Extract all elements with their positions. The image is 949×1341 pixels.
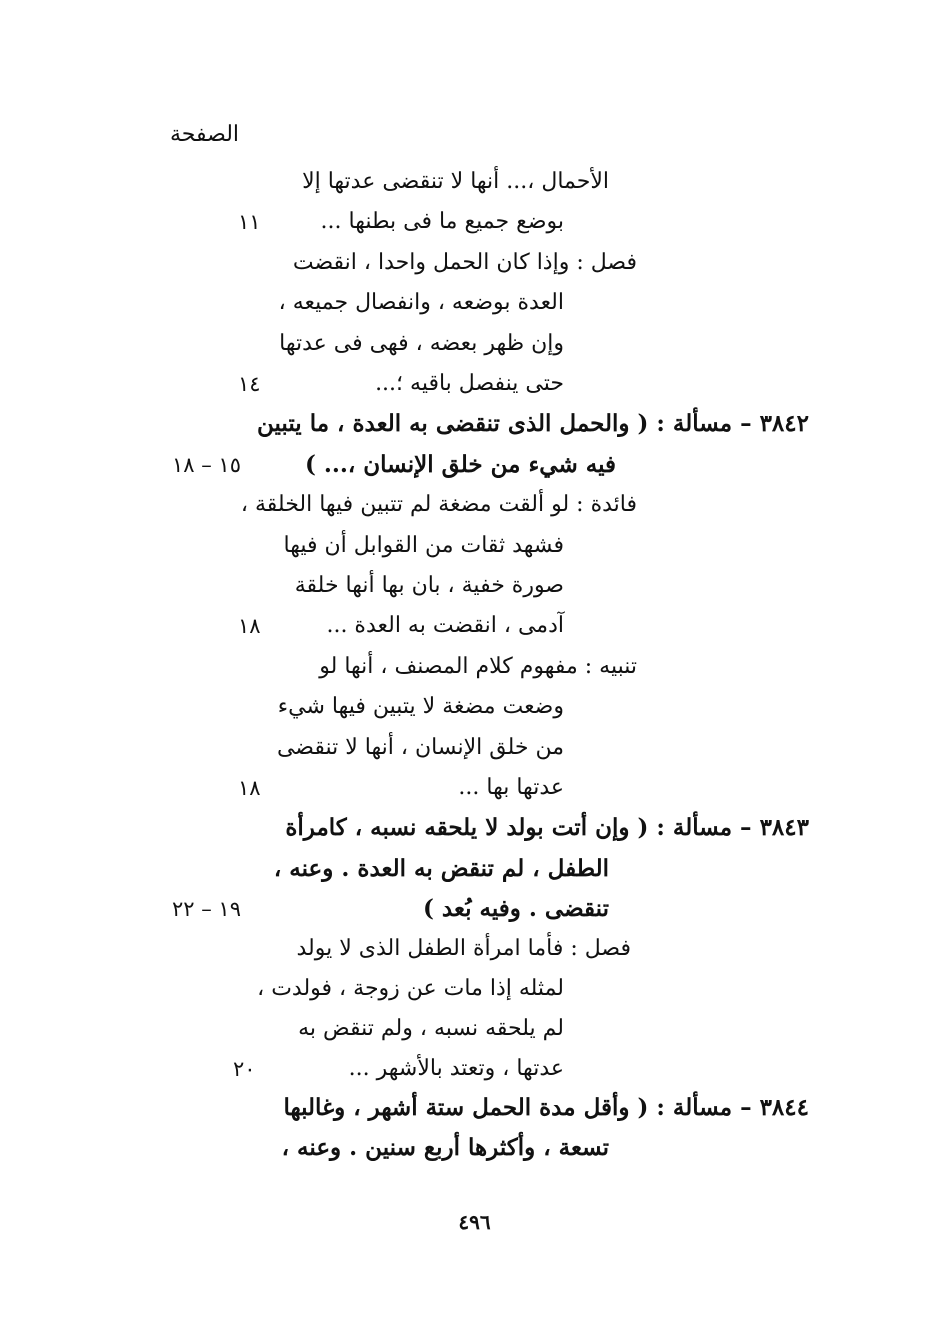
index-row (0, 162, 949, 202)
index-row (0, 283, 949, 323)
page-reference: ١٩ – ٢٢ (172, 897, 241, 921)
entry-text: فصل : وإذا كان الحمل واحدا ، انقضت (292, 250, 637, 275)
index-row (0, 1049, 949, 1089)
index-row (0, 969, 949, 1009)
index-row (0, 202, 949, 242)
page-column-header: الصفحة (170, 122, 240, 147)
entry-text: فصل : فأما امرأة الطفل الذى لا يولد (296, 936, 631, 961)
entry-text: الأحمال ،... أنها لا تنقضى عدتها إلا (302, 169, 609, 194)
entry-text: وإن ظهر بعضه ، فهى فى عدتها (279, 331, 564, 356)
entry-text: آدمى ، انقضت به العدة ... (326, 613, 564, 638)
index-row (0, 1128, 949, 1168)
index-row (0, 728, 949, 768)
index-row (0, 768, 949, 808)
entry-text: من خلق الإنسان ، أنها لا تنقضى (276, 735, 564, 760)
index-row (0, 606, 949, 646)
page-number: ٤٩٦ (458, 1210, 491, 1234)
index-row (0, 364, 949, 404)
entry-text: عدتها بها ... (458, 775, 564, 800)
entry-text: لمثله إذا مات عن زوجة ، فولدت ، (257, 976, 564, 1001)
entry-text: صورة خفية ، بان بها أنها خلقة (294, 573, 564, 598)
index-row (0, 849, 949, 889)
page-reference: ١١ (238, 210, 261, 234)
index-row (0, 445, 949, 485)
index-row (0, 1088, 949, 1128)
index-row (0, 526, 949, 566)
entry-text: ٣٨٤٣ – مسألة : ( وإن أتت بولد لا يلحقه نسبه ، كامرأة (285, 814, 809, 841)
entry-text: عدتها ، وتعتد بالأشهر ... (348, 1056, 564, 1081)
index-row (0, 404, 949, 444)
entry-text: العدة بوضعه ، وانفصال جميعه ، (278, 290, 564, 315)
index-row (0, 808, 949, 848)
page-reference: ١٨ (238, 614, 261, 638)
entry-text: فيه شيء من خلق الإنسان ،... ) (304, 451, 616, 478)
entry-text: حتى ينفصل باقيه ؛... (375, 371, 564, 396)
page-reference: ١٥ – ١٨ (172, 453, 241, 477)
entry-text: ٣٨٤٤ – مسألة : ( وأقل مدة الحمل ستة أشهر ، وغالبها (283, 1094, 809, 1121)
entry-text: ٣٨٤٢ – مسألة : ( والحمل الذى تنقضى به العدة ، ما يتبين (256, 410, 809, 437)
index-row (0, 647, 949, 687)
index-row (0, 929, 949, 969)
index-row (0, 1009, 949, 1049)
entry-text: تنبيه : مفهوم كلام المصنف ، أنها لو (319, 654, 637, 679)
entry-text: بوضع جميع ما فى بطنها ... (320, 209, 564, 234)
entry-text: فائدة : لو ألقت مضغة لم تتبين فيها الخلقة ، (240, 492, 637, 517)
index-row (0, 566, 949, 606)
entry-text: لم يلحقه نسبه ، ولم تنقض به (298, 1016, 564, 1041)
page-reference: ٢٠ (233, 1057, 256, 1081)
index-row (0, 687, 949, 727)
index-row (0, 889, 949, 929)
entry-text: وضعت مضغة لا يتبين فيها شيء (277, 694, 564, 719)
entry-text: تسعة ، وأكثرها أربع سنين . وعنه ، (281, 1134, 609, 1161)
entry-text: تنقضى . وفيه بُعد ) (423, 895, 609, 922)
index-row (0, 485, 949, 525)
entry-text: الطفل ، لم تنقض به العدة . وعنه ، (273, 855, 609, 882)
entry-text: فشهد ثقات من القوابل أن فيها (283, 533, 564, 558)
page-reference: ١٤ (238, 372, 261, 396)
page-reference: ١٨ (238, 776, 261, 800)
index-row (0, 324, 949, 364)
index-row (0, 243, 949, 283)
